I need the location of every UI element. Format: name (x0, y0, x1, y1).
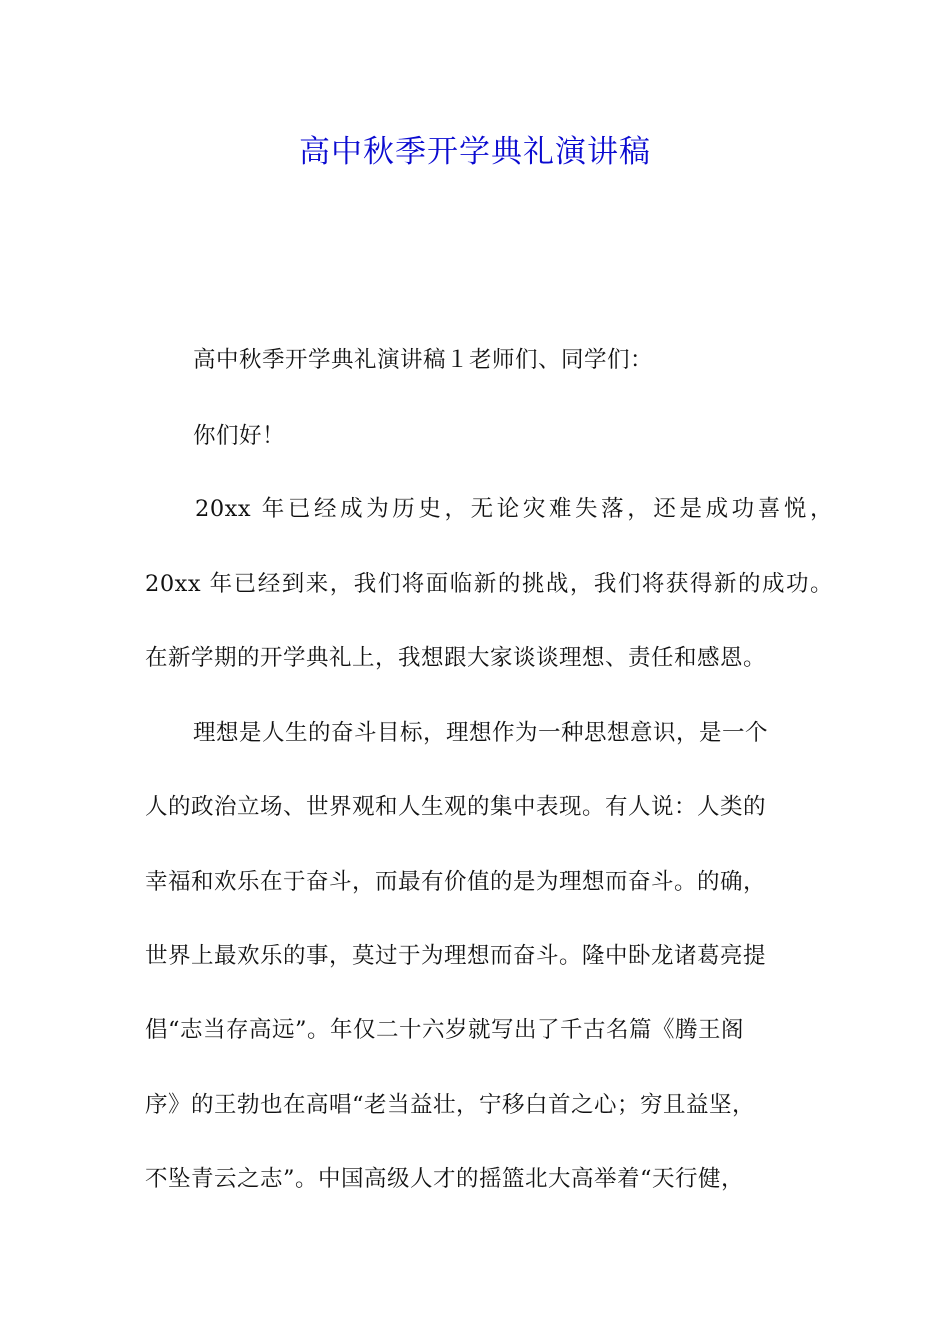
text-line-10: 倡“志当存高远”。年仅二十六岁就写出了千古名篇《腾王阁 (145, 1017, 745, 1043)
text-line-5: 在新学期的开学典礼上，我想跟大家谈谈理想、责任和感恩。 (145, 645, 767, 671)
text-line-3: 20xx 年已经成为历史，无论灾难失落，还是成功喜悦， (195, 496, 833, 522)
text-line-1: 高中秋季开学典礼演讲稿１老师们、同学们： (193, 347, 654, 373)
text-line-9: 世界上最欢乐的事，莫过于为理想而奋斗。隆中卧龙诸葛亮提 (145, 943, 767, 969)
text-line-12: 不坠青云之志”。中国高级人才的摇篮北大高举着“天行健， (145, 1166, 745, 1192)
text-line-11: 序》的王勃也在高唱“老当益壮，宁移白首之心；穷且益坚， (145, 1092, 756, 1118)
text-line-7: 人的政治立场、世界观和人生观的集中表现。有人说：人类的 (145, 794, 767, 820)
text-line-6: 理想是人生的奋斗目标，理想作为一种思想意识，是一个 (193, 720, 769, 746)
text-line-2: 你们好！ (193, 423, 286, 449)
text-line-8: 幸福和欢乐在于奋斗，而最有价值的是为理想而奋斗。的确， (145, 869, 767, 895)
document-title: 高中秋季开学典礼演讲稿 (299, 134, 651, 170)
text-line-4: 20xx 年已经到来，我们将面临新的挑战，我们将获得新的成功。 (145, 571, 833, 597)
